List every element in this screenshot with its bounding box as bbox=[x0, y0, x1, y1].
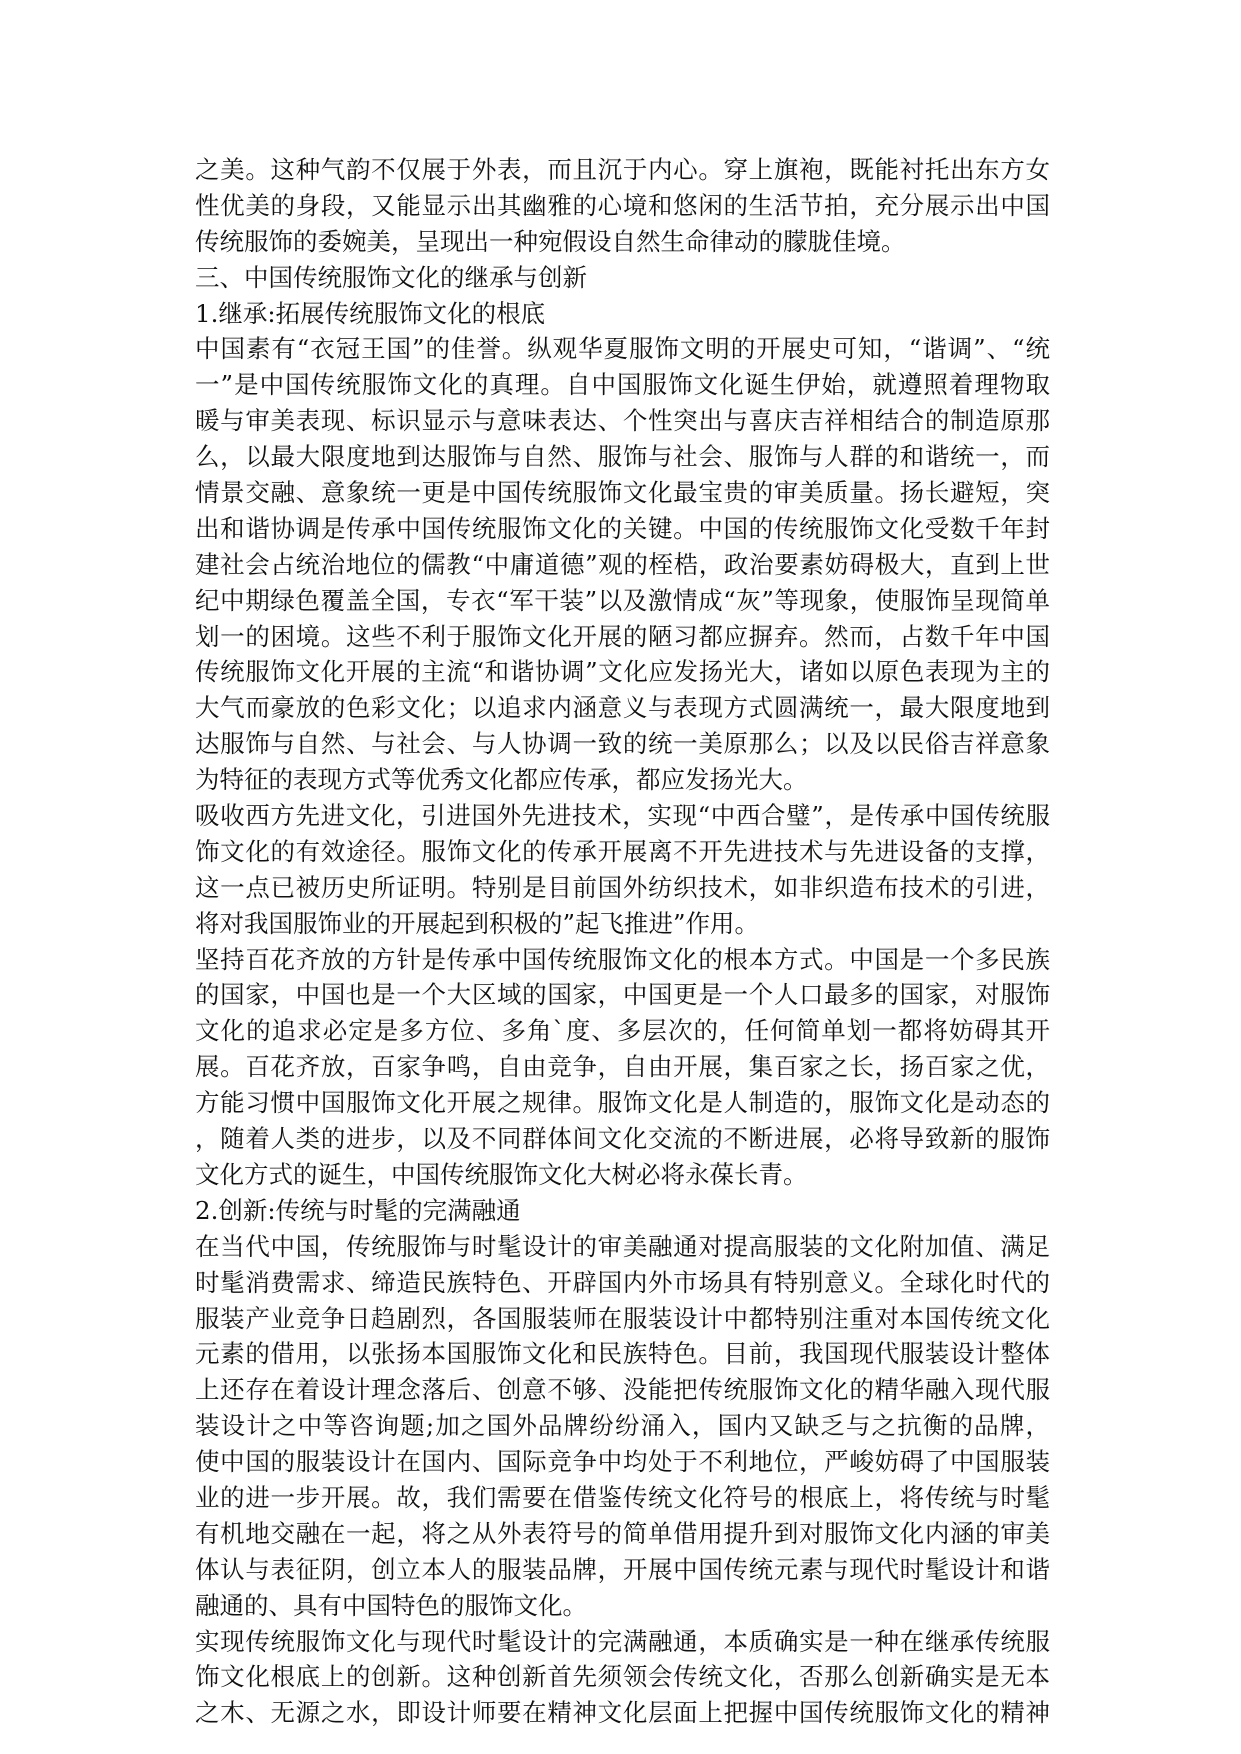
text-line: 为特征的表现方式等优秀文化都应传承，都应发扬光大。 bbox=[195, 765, 808, 795]
text-line: 传统服饰文化开展的主流“和谐协调”文化应发扬光大，诸如以原色表现为主的 bbox=[195, 657, 1050, 687]
text-line: 的国家，中国也是一个大区域的国家，中国更是一个人口最多的国家，对服饰 bbox=[195, 980, 1050, 1010]
text-line: 一”是中国传统服饰文化的真理。自中国服饰文化诞生伊始，就遵照着理物取 bbox=[195, 370, 1050, 400]
text-line: 装设计之中等咨询题;加之国外品牌纷纷涌入，国内又缺乏与之抗衡的品牌， bbox=[195, 1411, 1050, 1441]
text-line: 暖与审美表现、标识显示与意味表达、个性突出与喜庆吉祥相结合的制造原那 bbox=[195, 406, 1050, 436]
text-line: 1.继承:拓展传统服饰文化的根底 bbox=[195, 298, 546, 328]
text-line: 饰文化的有效途径。服饰文化的传承开展离不开先进技术与先进设备的支撑， bbox=[195, 836, 1050, 866]
text-line: 在当代中国，传统服饰与时髦设计的审美融通对提高服装的文化附加值、满足 bbox=[195, 1231, 1050, 1261]
text-line: 文化的追求必定是多方位、多角`度、多层次的，任何简单划一都将妨碍其开 bbox=[195, 1016, 1050, 1046]
text-line: 纪中期绿色覆盖全国，专衣“军干装”以及激情成“灰”等现象，使服饰呈现简单 bbox=[195, 585, 1050, 615]
text-line: 划一的困境。这些不利于服饰文化开展的陋习都应摒弃。然而，占数千年中国 bbox=[195, 621, 1050, 651]
text-line: 性优美的身段，又能显示出其幽雅的心境和悠闲的生活节拍，充分展示出中国 bbox=[195, 190, 1050, 220]
text-line: 有机地交融在一起，将之从外表符号的简单借用提升到对服饰文化内涵的审美 bbox=[195, 1518, 1050, 1548]
text-line: 展。百花齐放，百家争鸣，自由竞争，自由开展，集百家之长，扬百家之优， bbox=[195, 1052, 1050, 1082]
text-line: 时髦消费需求、缔造民族特色、开辟国内外市场具有特别意义。全球化时代的 bbox=[195, 1267, 1050, 1297]
text-line: 实现传统服饰文化与现代时髦设计的完满融通，本质确实是一种在继承传统服 bbox=[195, 1626, 1050, 1656]
text-line: 业的进一步开展。故，我们需要在借鉴传统文化符号的根底上，将传统与时髦 bbox=[195, 1482, 1050, 1512]
text-line: 体认与表征阴，创立本人的服装品牌，开展中国传统元素与现代时髦设计和谐 bbox=[195, 1554, 1050, 1584]
text-line: 服装产业竞争日趋剧烈，各国服装师在服装设计中都特别注重对本国传统文化 bbox=[195, 1303, 1050, 1333]
text-line: 元素的借用，以张扬本国服饰文化和民族特色。目前，我国现代服装设计整体 bbox=[195, 1339, 1050, 1369]
text-line: 吸收西方先进文化，引进国外先进技术，实现“中西合璧”，是传承中国传统服 bbox=[195, 801, 1050, 831]
document-page bbox=[195, 152, 1050, 1731]
text-line: 坚持百花齐放的方针是传承中国传统服饰文化的根本方式。中国是一个多民族 bbox=[195, 944, 1050, 974]
text-line: 三、中国传统服饰文化的继承与创新 bbox=[195, 262, 587, 292]
text-line: 方能习惯中国服饰文化开展之规律。服饰文化是人制造的，服饰文化是动态的 bbox=[195, 1088, 1050, 1118]
text-line: 上还存在着设计理念落后、创意不够、没能把传统服饰文化的精华融入现代服 bbox=[195, 1375, 1050, 1405]
text-line: 中国素有“衣冠王国”的佳誉。纵观华夏服饰文明的开展史可知，“谐调”、“统 bbox=[195, 334, 1050, 364]
text-line: 建社会占统治地位的儒教“中庸道德”观的桎梏，政治要素妨碍极大，直到上世 bbox=[195, 549, 1050, 579]
text-line: 将对我国服饰业的开展起到积极的”起飞推进”作用。 bbox=[195, 908, 760, 938]
text-line: 文化方式的诞生，中国传统服饰文化大树必将永葆长青。 bbox=[195, 1159, 808, 1189]
text-line: 融通的、具有中国特色的服饰文化。 bbox=[195, 1590, 587, 1620]
text-line: 使中国的服装设计在国内、国际竞争中均处于不利地位，严峻妨碍了中国服装 bbox=[195, 1447, 1050, 1477]
text-line: 饰文化根底上的创新。这种创新首先须领会传统文化，否那么创新确实是无本 bbox=[195, 1662, 1050, 1692]
text-line: 传统服饰的委婉美，呈现出一种宛假设自然生命律动的朦胧佳境。 bbox=[195, 226, 906, 256]
text-line: ，随着人类的进步，以及不同群体间文化交流的不断进展，必将导致新的服饰 bbox=[195, 1124, 1050, 1154]
text-line: 之木、无源之水，即设计师要在精神文化层面上把握中国传统服饰文化的精神 bbox=[195, 1698, 1050, 1728]
text-line: 2.创新:传统与时髦的完满融通 bbox=[195, 1195, 521, 1225]
text-line: 之美。这种气韵不仅展于外表，而且沉于内心。穿上旗袍，既能衬托出东方女 bbox=[195, 155, 1050, 184]
text-line: 出和谐协调是传承中国传统服饰文化的关键。中国的传统服饰文化受数千年封 bbox=[195, 513, 1050, 543]
text-line: 大气而豪放的色彩文化；以追求内涵意义与表现方式圆满统一，最大限度地到 bbox=[195, 693, 1050, 723]
text-line: 达服饰与自然、与社会、与人协调一致的统一美原那么；以及以民俗吉祥意象 bbox=[195, 729, 1050, 759]
text-line: 么，以最大限度地到达服饰与自然、服饰与社会、服饰与人群的和谐统一，而 bbox=[195, 442, 1050, 472]
text-line: 这一点已被历史所证明。特别是目前国外纺织技术，如非织造布技术的引进， bbox=[195, 872, 1050, 902]
text-line: 情景交融、意象统一更是中国传统服饰文化最宝贵的审美质量。扬长避短，突 bbox=[195, 478, 1050, 508]
